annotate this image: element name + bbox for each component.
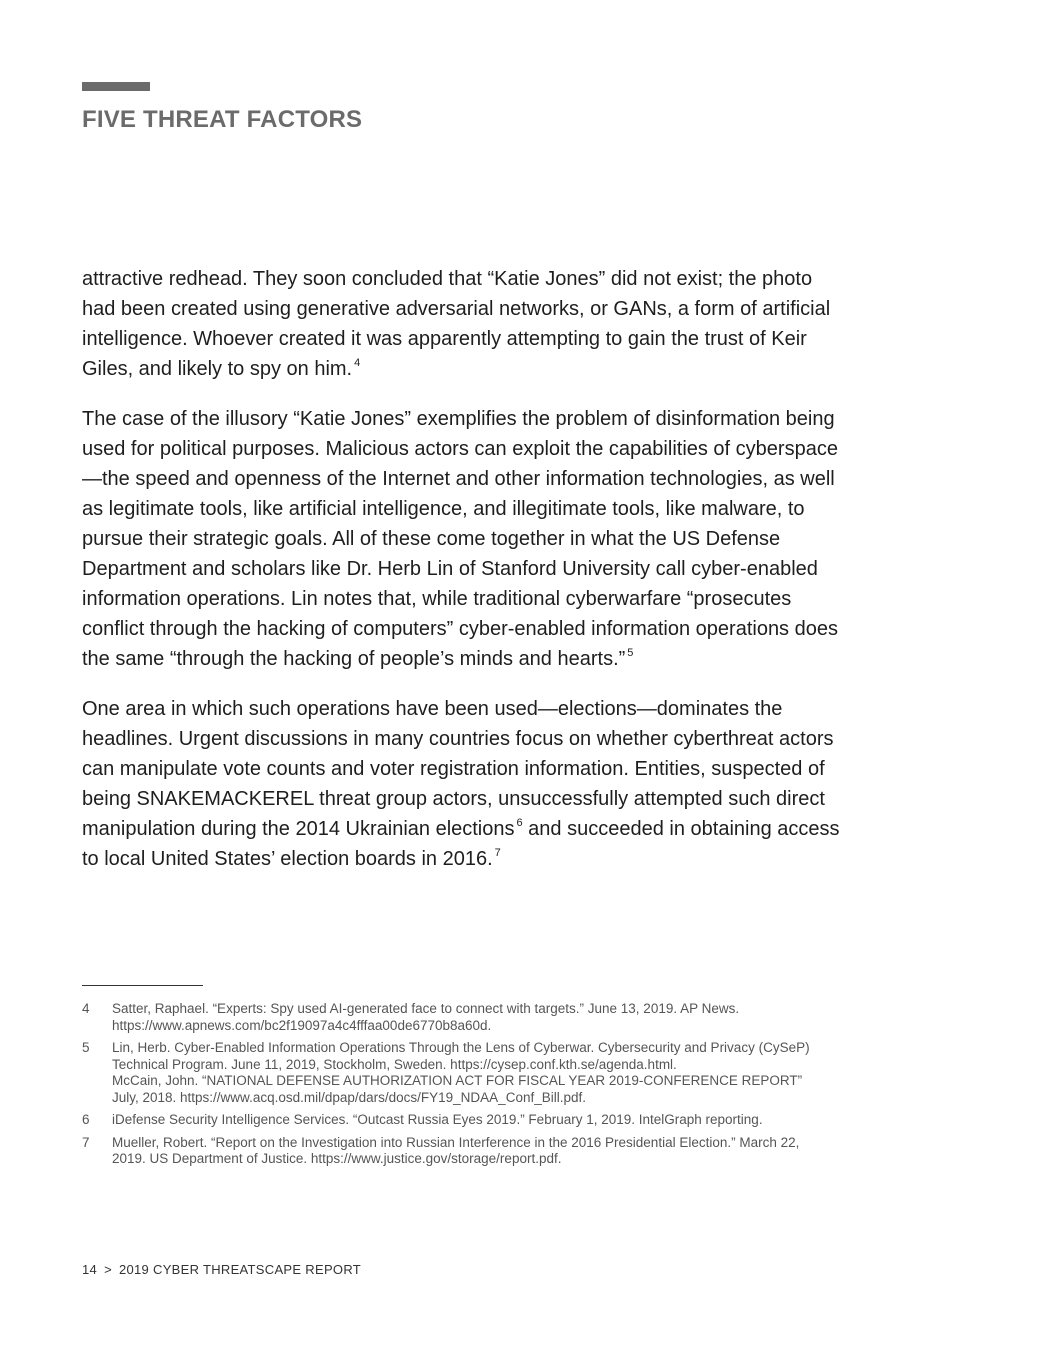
footnote-line: McCain, John. “NATIONAL DEFENSE AUTHORIZATION ACT FOR FISCAL YEAR 2019-CONFERENCE REPORT” July, 2018. https://www.acq.osd.mil/dpap/dars/docs/FY19_NDAA_Conf_Bill.pdf. (112, 1073, 803, 1105)
paragraph (82, 694, 842, 874)
paragraph-text: and succeeded in obtaining access to local United States’ election boards in 2016. (82, 818, 840, 870)
body-text (82, 264, 842, 894)
footnote-reference: 4 (354, 357, 361, 369)
footnote-number: 5 (82, 1040, 90, 1055)
page-footer (82, 1262, 361, 1277)
footnote-text (112, 1040, 822, 1106)
footnote-item (82, 1135, 822, 1168)
footnote-number: 7 (82, 1134, 90, 1150)
footnote-line: Lin, Herb. Cyber-Enabled Information Operations Through the Lens of Cyberwar. Cybersecurity and Privacy (CySeP) Technical Program. June 11, 2019, Stockholm, Sweden. https://cysep.conf.kth.se/agenda.html. (112, 1040, 810, 1072)
footnote-item (82, 1112, 822, 1129)
paragraph-text: One area in which such operations have been used—elections—dominates the headlines. Urgent discussions in many countries focus on whether cyberthreat actors can manipulate vote counts and voter registration information. Entities, suspected of being SNAKEMACKEREL threat group actors, unsuccessfully attempted such direct manipulation during the 2014 Ukrainian elections (82, 698, 834, 840)
footer-separator: > (104, 1262, 112, 1277)
footnote-divider (82, 985, 203, 986)
section-title: FIVE THREAT FACTORS (82, 106, 363, 133)
footnote-reference: 6 (516, 817, 523, 829)
footnotes (82, 1001, 822, 1174)
footnote-text (112, 1135, 822, 1168)
paragraph-text: The case of the illusory “Katie Jones” exemplifies the problem of disinformation being used for political purposes. Malicious actors can exploit the capabilities of cyberspace—the speed and openness of the Internet and other information technologies, as well as legitimate tools, like artificial intelligence, and illegitimate tools, like malware, to pursue their strategic goals. All of these come together in what the US Defense Department and scholars like Dr. Herb Lin of Stanford University call cyber-enabled information operations. Lin notes that, while traditional cyberwarfare “prosecutes conflict through the hacking of computers” cyber-enabled information operations does the same “through the hacking of people’s minds and hearts.” (82, 408, 838, 670)
footnote-text (112, 1001, 822, 1034)
paragraph (82, 264, 842, 384)
footnote-line: Mueller, Robert. “Report on the Investigation into Russian Interference in the 2016 Presidential Election.” March 22, 2019. US Department of Justice. https://www.justice.gov/storage/report.pdf. (112, 1134, 800, 1166)
footnote-reference: 7 (494, 847, 501, 859)
page-number: 14 (82, 1262, 98, 1277)
footnote-line: Satter, Raphael. “Experts: Spy used AI-generated face to connect with targets.” June 13, 2019. AP News. https://www.apnews.com/bc2f19097a4c4fffaa00de6770b8a60d. (112, 1001, 740, 1033)
footnote-line: iDefense Security Intelligence Services. “Outcast Russia Eyes 2019.” February 1, 2019. IntelGraph reporting. (112, 1112, 763, 1127)
paragraph-text: attractive redhead. They soon concluded that “Katie Jones” did not exist; the photo had been created using generative adversarial networks, or GANs, a form of artificial intelligence. Whoever created it was apparently attempting to gain the trust of Keir Giles, and likely to spy on him. (82, 268, 831, 380)
paragraph (82, 404, 842, 674)
footnote-reference: 5 (627, 647, 634, 659)
report-title: 2019 CYBER THREATSCAPE REPORT (118, 1262, 362, 1277)
header-accent-bar (82, 82, 150, 91)
footnote-number: 4 (82, 1001, 90, 1016)
footnote-item (82, 1040, 822, 1106)
footnote-text (112, 1112, 822, 1129)
footnote-item (82, 1001, 822, 1034)
footnote-number: 6 (82, 1112, 90, 1127)
